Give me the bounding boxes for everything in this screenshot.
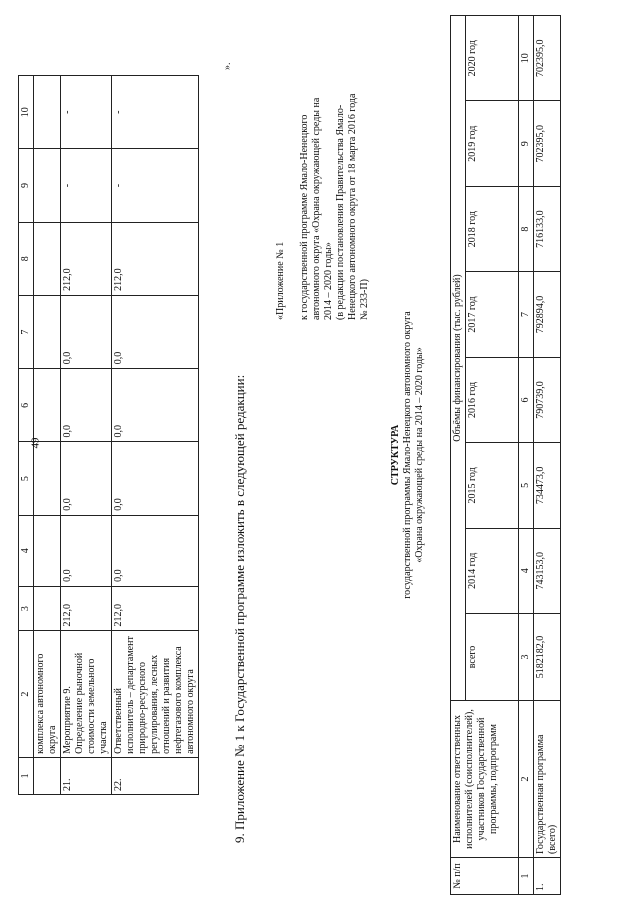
table-cell: - bbox=[61, 149, 112, 222]
row-name: Государственная программа (всего) bbox=[534, 701, 561, 858]
table-cell: 3 bbox=[519, 614, 534, 701]
column-header: 2015 год bbox=[466, 443, 519, 528]
table-cell: 10 bbox=[519, 16, 534, 101]
table-cell: 734473,0 bbox=[534, 443, 561, 528]
table-row bbox=[451, 16, 466, 895]
table-cell: 743153,0 bbox=[534, 528, 561, 613]
table-cell: 2 bbox=[519, 701, 534, 858]
table-cell: 10 bbox=[19, 76, 34, 149]
table-row bbox=[34, 76, 61, 795]
column-header: 2017 год bbox=[466, 272, 519, 357]
structure-table bbox=[450, 15, 561, 895]
table-cell: 4 bbox=[519, 528, 534, 613]
amendment-paragraph: 9. Приложение № 1 к Государственной программе изложить в следующей редакции: bbox=[232, 374, 247, 843]
column-header: № п/п bbox=[451, 858, 519, 895]
table-cell: 702395,0 bbox=[534, 16, 561, 101]
prev-table bbox=[18, 75, 199, 795]
table-row bbox=[112, 76, 199, 795]
column-header: Наименование ответственных исполнителей (соисполнителей), участников Государственной программы, подпрограмм bbox=[451, 701, 519, 858]
table-cell: 0,0 bbox=[112, 295, 199, 368]
column-header: 2020 год bbox=[466, 16, 519, 101]
appendix-line: «Приложение № 1 bbox=[275, 241, 286, 320]
table-cell: 4 bbox=[19, 515, 34, 586]
row-name: Ответственный исполнитель – департамент природно-ресурсного регулирования, лесных отношений и развития нефтегазового комплекса автономного округа bbox=[112, 631, 199, 757]
table-cell: - bbox=[112, 76, 199, 149]
column-header: 2019 год bbox=[466, 101, 519, 186]
table-cell: 5182182,0 bbox=[534, 614, 561, 701]
row-name: Мероприятие 9. Определение рыночной стоимости земельного участка bbox=[61, 631, 112, 757]
table-cell: 790739,0 bbox=[534, 357, 561, 442]
table-cell: 0,0 bbox=[112, 442, 199, 515]
table-cell: 1 bbox=[19, 757, 34, 794]
table-cell: 0,0 bbox=[61, 295, 112, 368]
column-header: 2016 год bbox=[466, 357, 519, 442]
table-cell: 9 bbox=[519, 101, 534, 186]
column-header: 2014 год bbox=[466, 528, 519, 613]
title-line: «Охрана окружающей среды на 2014 – 2020 годы» bbox=[414, 347, 425, 563]
closing-quote: ». bbox=[222, 62, 233, 70]
continuation-text: комплекса автономного округа bbox=[34, 631, 61, 757]
title-line: государственной программы Ямало-Ненецкого автономного округа bbox=[402, 311, 413, 599]
table-cell: 0,0 bbox=[112, 515, 199, 586]
row-number: 1. bbox=[534, 858, 561, 895]
table-row bbox=[534, 16, 561, 895]
table-cell: - bbox=[61, 76, 112, 149]
table-cell: 0,0 bbox=[61, 369, 112, 442]
column-header: всего bbox=[466, 614, 519, 701]
table-cell: 212,0 bbox=[61, 222, 112, 295]
column-header: 2018 год bbox=[466, 186, 519, 271]
table-row bbox=[19, 76, 34, 795]
table-cell: 7 bbox=[19, 295, 34, 368]
table-cell: 6 bbox=[519, 357, 534, 442]
table-cell: 2 bbox=[19, 631, 34, 757]
table-cell: - bbox=[112, 149, 199, 222]
table-cell: 212,0 bbox=[112, 586, 199, 631]
table-cell: 702395,0 bbox=[534, 101, 561, 186]
table-cell: 8 bbox=[19, 222, 34, 295]
table-cell: 212,0 bbox=[112, 222, 199, 295]
page-number: 49 bbox=[29, 437, 42, 449]
table-cell: 3 bbox=[19, 586, 34, 631]
table-cell: 5 bbox=[519, 443, 534, 528]
table-cell: 8 bbox=[519, 186, 534, 271]
table-cell: 7 bbox=[519, 272, 534, 357]
table-cell: 5 bbox=[19, 442, 34, 515]
table-cell: 0,0 bbox=[61, 442, 112, 515]
title-heading: СТРУКТУРА bbox=[390, 424, 401, 486]
table-cell: 9 bbox=[19, 149, 34, 222]
table-cell: 1 bbox=[519, 858, 534, 895]
appendix-line: к государственной программе Ямало-Ненецкого автономного округа «Охрана окружающей среды на 2014 – 2020 годы» bbox=[299, 97, 334, 320]
table-cell: 0,0 bbox=[112, 369, 199, 442]
table-cell: 716133,0 bbox=[534, 186, 561, 271]
column-header: Объёмы финансирования (тыс. рублей) bbox=[451, 16, 466, 701]
table-row bbox=[61, 76, 112, 795]
table-cell: 792894,0 bbox=[534, 272, 561, 357]
table-row bbox=[519, 16, 534, 895]
table-cell: 6 bbox=[19, 369, 34, 442]
row-number: 21. bbox=[61, 757, 112, 794]
row-number: 22. bbox=[112, 757, 199, 794]
appendix-note bbox=[275, 90, 371, 320]
table-cell bbox=[34, 757, 61, 794]
structure-title bbox=[390, 305, 426, 605]
appendix-line: (в редакции постановления Правительства Ямало-Ненецкого автономного округа от 18 марта 2016 года № 233-П) bbox=[335, 93, 370, 320]
table-cell: 212,0 bbox=[61, 586, 112, 631]
table-cell: 0,0 bbox=[61, 515, 112, 586]
